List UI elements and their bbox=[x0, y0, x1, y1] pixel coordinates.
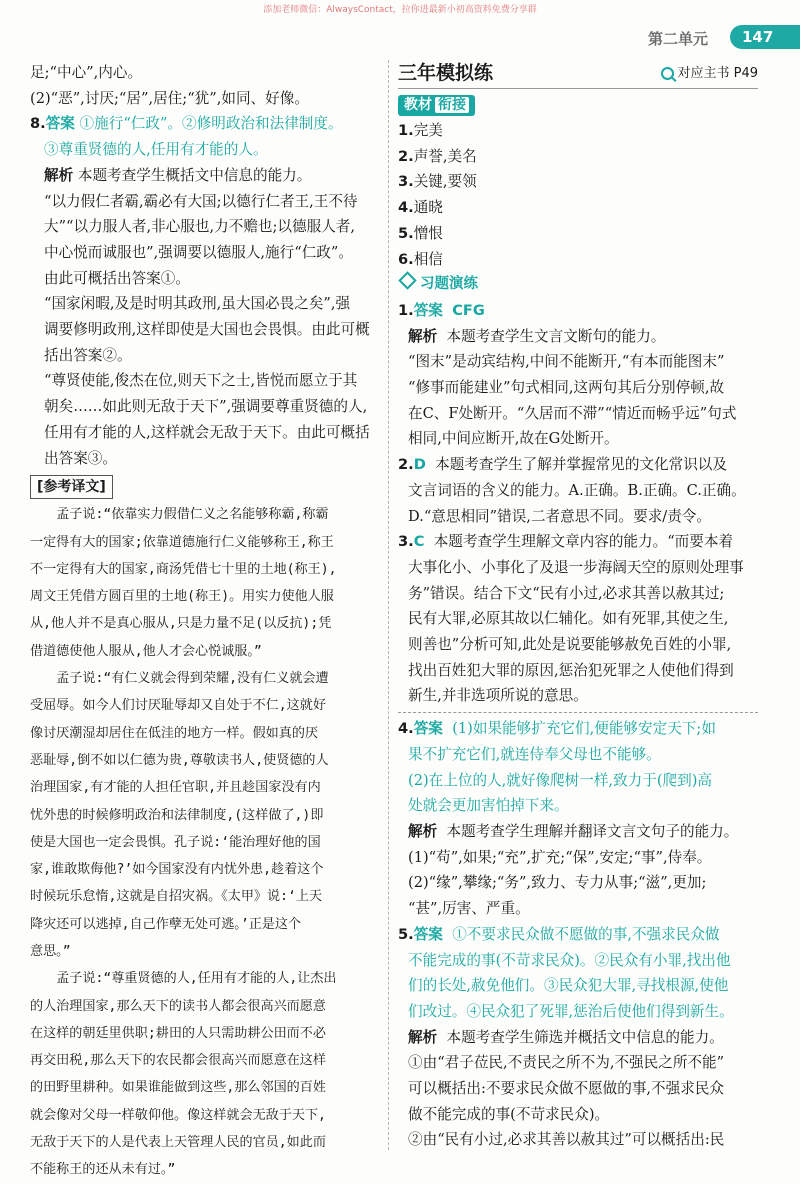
reference-translation-heading: [参考译文] bbox=[30, 475, 113, 499]
analysis-label: 解析 bbox=[44, 166, 74, 184]
analysis-para: 括出答案②。 bbox=[44, 346, 132, 364]
textbook-link-tag: 教材 衔接 bbox=[398, 95, 475, 116]
vocab-item: 6.相信 bbox=[398, 250, 443, 268]
analysis-para: ①由“君子莅民,不责民之所不为,不强民之所不能” bbox=[408, 1054, 725, 1072]
analysis-para: 中心悦而诚服也”,强调要以德服人,施行“仁政”。 bbox=[44, 243, 353, 261]
analysis-para: (1)“苟”,如果;“充”,扩充;“保”,安定;“事”,侍奉。 bbox=[408, 848, 712, 866]
answer-text: 们的长处,赦免他们。③民众犯大罪,寻找根源,使他 bbox=[408, 977, 729, 995]
analysis-para: “甚”,厉害、严重。 bbox=[408, 900, 530, 918]
analysis-para: ②由“民有小过,必求其善以赦其过”可以概括出:民 bbox=[408, 1131, 725, 1149]
translation-paragraph: 孟子说:“尊重贤德的人,任用有才能的人,让杰出 的人治理国家,那么天下的读书人都会很高兴而愿意 在这样的朝廷里供职;耕田的人只需助耕公田而不必 再交田税,那么天下的农民都会很高兴而愿意在这样 的田野里耕种。如果谁能做到这些,那么邻国的百姓 就会像对父母一样敬仰他。像这样就会无敌于天下, 无敌于天下的人是代表上天管理人民的官员,如此而 不能称王的还从未有过。” bbox=[30, 971, 337, 1178]
q4-answer: 4.答案 (1)如果能够扩充它们,便能够安定天下;如 bbox=[398, 720, 716, 738]
answer-text: 处就会更加害怕掉下来。 bbox=[408, 797, 569, 815]
right-column bbox=[398, 60, 758, 1153]
left-column bbox=[30, 60, 380, 1184]
analysis-para: 出答案③。 bbox=[44, 449, 117, 467]
translation-paragraph: 孟子说:“有仁义就会得到荣耀,没有仁义就会遭 受屈辱。如今人们讨厌耻辱却又自处于不仁,这就好 像讨厌潮湿却居住在低洼的地方一样。假如真的厌 恶耻辱,倒不如以仁德为贵,尊敬读书人,使贤德的人 治理国家,有才能的人担任官职,并且趁国家没有内 忧外患的时候修明政治和法律制度,(这样做了,)即 使是大国也一定会畏惧。孔子说:‘能治理好他的国 家,谁敢欺侮他?’如今国家没有内忧外患,趁着这个 时候玩乐怠惰,这就是自招灾祸。《太甲》说:‘上天 降灾还可以逃掉,自己作孽无处可逃。’正是这个 意思。” bbox=[30, 671, 329, 959]
analysis-para: 大”“以力服人者,非心服也,力不赡也;以德服人者, bbox=[44, 218, 356, 236]
q5-answer: 5.答案 ①不要求民众做不愿做的事,不强求民众做 bbox=[398, 925, 720, 943]
analysis-para: “尊贤使能,俊杰在位,则天下之士,皆悦而愿立于其 bbox=[44, 372, 358, 390]
exercise-heading: 习题演练 bbox=[398, 272, 758, 298]
page-number-badge: 147 bbox=[730, 25, 800, 49]
analysis-para: 朝矣……如此则无敌于天下”,强调要尊重贤德的人, bbox=[44, 398, 368, 416]
vocab-item: 5.憎恨 bbox=[398, 224, 443, 242]
continuation-line: (2)“恶”,讨厌;“居”,居住;“犹”,如同、好像。 bbox=[30, 89, 309, 107]
answer-text: 果不扩充它们,就连侍奉父母也不能够。 bbox=[408, 745, 661, 763]
answer-label: 答案 bbox=[45, 115, 75, 133]
analysis-para: 相同,中间应断开,故在G处断开。 bbox=[408, 430, 619, 448]
analysis-para: 做不能完成的事(不苛求民众)。 bbox=[408, 1105, 610, 1123]
analysis-para: 民有大罪,必原其故以仁辅化。如有死罪,其使之生, bbox=[408, 610, 729, 628]
analysis-para: 则善也”分析可知,此处是说要能够赦免百姓的小罪, bbox=[408, 636, 732, 654]
q3-item: 3.C 本题考查学生理解文章内容的能力。“而要本着 bbox=[398, 533, 734, 551]
analysis-para: 任用有才能的人,这样就会无敌于天下。由此可概括 bbox=[44, 423, 370, 441]
analysis-para: 务”错误。结合下文“民有小过,必求其善以赦其过; bbox=[408, 584, 725, 602]
q2-item: 2.D 本题考查学生了解并掌握常见的文化常识以及 bbox=[398, 456, 727, 474]
answer-text: ③尊重贤德的人,任用有才能的人。 bbox=[44, 141, 268, 159]
question-number: 8. bbox=[30, 115, 46, 133]
analysis-text: 本题考查学生概括文中信息的能力。 bbox=[77, 166, 312, 184]
analysis-para: (2)“缘”,攀缘;“务”,致力、专力从事;“滋”,更加; bbox=[408, 874, 707, 892]
analysis-para: “图末”是动宾结构,中间不能断开,“有本而能图末” bbox=[408, 353, 725, 371]
search-icon bbox=[661, 67, 674, 80]
analysis-para: “以力假仁者霸,霸必有大国;以德行仁者王,王不待 bbox=[44, 192, 358, 210]
analysis-line: 解析 本题考查学生理解并翻译文言文句子的能力。 bbox=[408, 822, 739, 840]
watermark-text: 添加老师微信：AlwaysContact，拉你进最新小初高资料免费分享群 bbox=[263, 5, 537, 15]
q8-answer bbox=[30, 111, 380, 137]
answer-text: 们改过。④民众犯了死罪,惩治后使他们得到新生。 bbox=[408, 1002, 734, 1020]
vocab-item: 3.关键,要领 bbox=[398, 173, 477, 191]
analysis-para: 找出百姓犯大罪的原因,惩治犯死罪之人使他们得到 bbox=[408, 661, 734, 679]
column-divider bbox=[388, 60, 390, 1150]
analysis-para: 文言词语的含义的能力。A.正确。B.正确。C.正确。 bbox=[408, 481, 746, 499]
vocab-item: 1.完美 bbox=[398, 122, 443, 139]
analysis-para: D.“意思相同”错误,二者意思不同。要求/责令。 bbox=[408, 507, 711, 525]
diamond-icon bbox=[398, 272, 416, 290]
analysis-para: 可以概括出:不要求民众做不愿做的事,不强求民众 bbox=[408, 1080, 725, 1098]
section-reference bbox=[661, 61, 758, 87]
section-title: 三年模拟练 bbox=[398, 62, 494, 85]
analysis-para: 在C、F处断开。“久居而不滞”“情近而畅乎远”句式 bbox=[408, 404, 737, 422]
analysis-line: 解析 本题考查学生文言文断句的能力。 bbox=[408, 327, 666, 345]
answer-text: (2)在上位的人,就好像爬树一样,致力于(爬到)高 bbox=[408, 771, 713, 789]
analysis-para: 调要修明政刑,这样即使是大国也会畏惧。由此可概 bbox=[44, 321, 370, 339]
dashed-separator bbox=[398, 712, 758, 713]
section-header bbox=[398, 60, 758, 89]
section-reference-text: 对应主书 P49 bbox=[677, 66, 758, 82]
vocab-item: 4.通晓 bbox=[398, 199, 443, 217]
unit-label: 第二单元 bbox=[647, 30, 708, 48]
analysis-line: 解析 本题考查学生筛选并概括文中信息的能力。 bbox=[408, 1028, 724, 1046]
analysis-line bbox=[30, 163, 380, 189]
analysis-para: 大事化小、小事化了及退一步海阔天空的原则处理事 bbox=[408, 558, 744, 576]
continuation-line: 足;“中心”,内心。 bbox=[30, 64, 143, 81]
reference-translation bbox=[30, 501, 380, 1183]
vocab-item: 2.声誉,美名 bbox=[398, 147, 477, 165]
translation-paragraph: 孟子说:“依靠实力假借仁义之名能够称霸,称霸 一定得有大的国家;依靠道德施行仁义能够称王,称王 不一定得有大的国家,商汤凭借七十里的土地(称王), 周文王凭借方圆百里的土地(称王)。用实力使他人服 从,他人并不是真心服从,只是力量不足(以反抗);凭 借道德使他人服从,他人才会心悦诚服。” bbox=[30, 507, 337, 659]
analysis-para: “国家闲暇,及是时明其政刑,虽大国必畏之矣”,强 bbox=[44, 295, 351, 313]
q1-answer: 1.答案 CFG bbox=[398, 301, 485, 319]
analysis-para: “修事而能建业”句式相同,这两句其后分别停顿,故 bbox=[408, 379, 725, 397]
answer-text: ①施行“仁政”。②修明政治和法律制度。 bbox=[79, 115, 343, 133]
analysis-para: 新生,并非选项所说的意思。 bbox=[408, 687, 588, 705]
analysis-para: 由此可概括出答案①。 bbox=[44, 269, 190, 287]
answer-text: 不能完成的事(不苛求民众)。②民众有小罪,找出他 bbox=[408, 951, 731, 969]
